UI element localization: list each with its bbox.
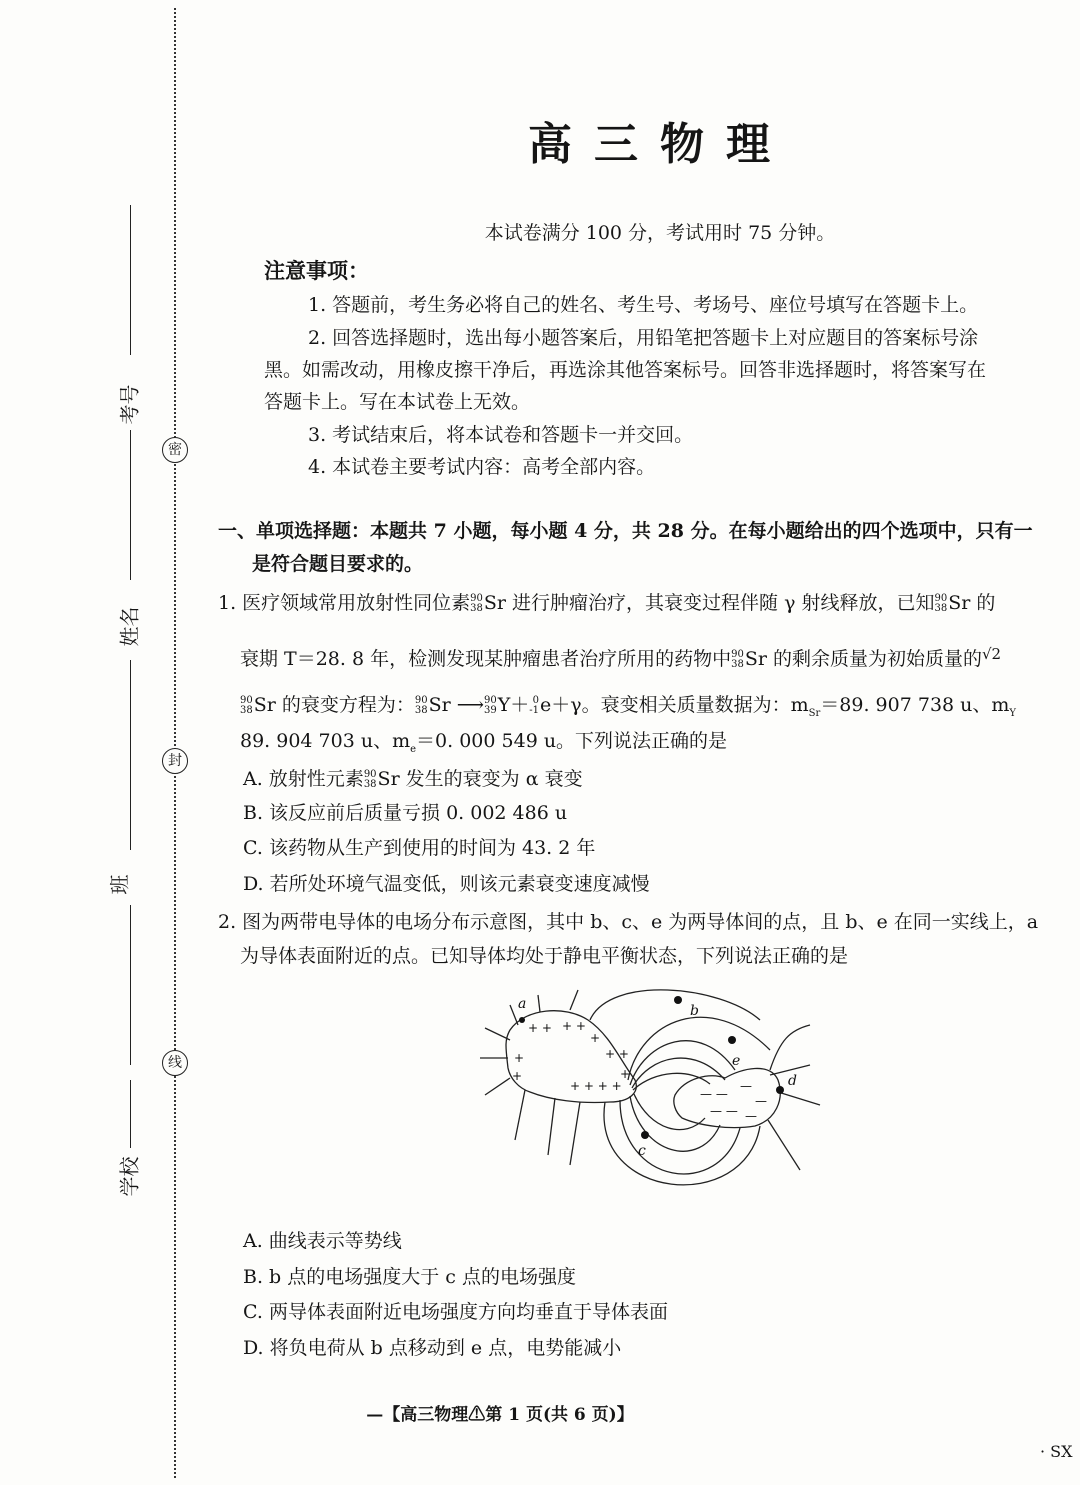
- school-line: [130, 1080, 131, 1148]
- svg-text:—: —: [740, 1079, 752, 1093]
- q1-option-a: A. 放射性元素90 38Sr 发生的衰变为 α 衰变: [243, 768, 583, 790]
- svg-text:— —: — —: [710, 1104, 738, 1118]
- svg-text:+ +: + +: [605, 1047, 629, 1061]
- seal-char-feng: 封: [162, 748, 188, 774]
- q2-line-2: 为导体表面附近的点。已知导体均处于静电平衡状态，下列说法正确的是: [240, 945, 849, 967]
- svg-text:+ +: + +: [528, 1021, 552, 1035]
- notice-item-2: 2. 回答选择题时，选出每小题答案后，用铅笔把答题卡上对应题目的答案标号涂: [308, 327, 979, 349]
- q1-option-c: C. 该药物从生产到使用的时间为 43. 2 年: [243, 837, 596, 859]
- svg-text:+: +: [512, 1069, 523, 1083]
- section-heading-cont: 是符合题目要求的。: [252, 553, 424, 575]
- notice-heading: 注意事项：: [264, 258, 369, 283]
- fraction-sqrt2: √2: [981, 645, 1002, 663]
- q1-line-4: 89. 904 703 u、$m_e=0$. 000 549 u。下列说法正确的是: [240, 730, 728, 755]
- label-c: c: [638, 1143, 646, 1159]
- label-a: a: [518, 996, 527, 1012]
- exam-info: 本试卷满分 100 分，考试用时 75 分钟。: [484, 222, 836, 244]
- q2-line-1: 2. 图为两带电导体的电场分布示意图，其中 b、c、e 为两导体间的点，且 b、e 在同一实线上，a: [218, 911, 1039, 933]
- svg-text:—: —: [755, 1094, 767, 1108]
- notice-item-2-end: 答题卡上。写在本试卷上无效。: [264, 391, 531, 413]
- label-d: d: [788, 1073, 797, 1089]
- label-b: b: [690, 1003, 699, 1019]
- q2-option-d: D. 将负电荷从 b 点移动到 e 点，电势能减小: [243, 1337, 622, 1359]
- label-exam-number: 考号: [117, 384, 142, 425]
- q1-line-3: 90 38Sr 的衰变方程为：90 38Sr ⟶90 39Y＋ 0 -1e＋γ。衰变相关质量数据为：$m_{Sr}=89$. 907 738 u、$m_Y$: [240, 694, 1017, 719]
- page-title: 高三物理: [528, 119, 792, 170]
- seal-char-mi: 密: [162, 437, 188, 463]
- notice-item-3: 3. 考试结束后，将本试卷和答题卡一并交回。: [308, 424, 694, 446]
- class-line-top: [130, 660, 131, 850]
- notice-item-4: 4. 本试卷主要考试内容：高考全部内容。: [308, 456, 656, 478]
- svg-text:+: +: [590, 1031, 601, 1045]
- q1-line-2: 衰期 T＝28. 8 年，检测发现某肿瘤患者治疗所用的药物中90 38Sr 的剩余质量为初始质量的√2: [240, 645, 1002, 670]
- nuclide-sr: 90 38: [470, 593, 483, 614]
- corner-code: · SX: [1040, 1442, 1073, 1461]
- q1-option-b: B. 该反应前后质量亏损 0. 002 486 u: [243, 802, 568, 824]
- svg-text:+ + + +: + + + +: [570, 1079, 622, 1093]
- label-school: 学校: [117, 1156, 142, 1197]
- class-line-bottom: [130, 905, 131, 1065]
- q1-line-1: 1. 医疗领域常用放射性同位素90 38Sr 进行肿瘤治疗，其衰变过程伴随 γ 射线释放，已知90 38Sr 的: [218, 592, 996, 614]
- q1-option-d: D. 若所处环境气温变低，则该元素衰变速度减慢: [243, 873, 650, 895]
- svg-text:+ +: + +: [562, 1019, 586, 1033]
- svg-text:+: +: [620, 1067, 631, 1081]
- q2-option-a: A. 曲线表示等势线: [243, 1230, 402, 1252]
- svg-text:—: —: [745, 1109, 757, 1123]
- label-class: 班: [107, 874, 132, 895]
- label-name: 姓名: [117, 606, 142, 647]
- notice-item-2-cont: 黑。如需改动，用橡皮擦干净后，再选涂其他答案标号。回答非选择题时，将答案写在: [264, 359, 987, 381]
- name-line: [130, 430, 131, 580]
- electric-field-figure: [470, 980, 830, 1210]
- seal-char-xian: 线: [162, 1050, 188, 1076]
- svg-text:— —: — —: [700, 1087, 728, 1101]
- label-e: e: [732, 1053, 741, 1069]
- notice-item-1: 1. 答题前，考生务必将自己的姓名、考生号、考场号、座位号填写在答题卡上。: [308, 294, 979, 316]
- q2-option-c: C. 两导体表面附近电场强度方向均垂直于导体表面: [243, 1301, 668, 1323]
- q2-option-b: B. b 点的电场强度大于 c 点的电场强度: [243, 1266, 576, 1288]
- section-heading: 一、单项选择题：本题共 7 小题，每小题 4 分，共 28 分。在每小题给出的四个选项中，只有一: [218, 520, 1033, 542]
- svg-text:+: +: [514, 1051, 525, 1065]
- page-footer: —【高三物理⚠第 1 页(共 6 页)】: [366, 1405, 634, 1425]
